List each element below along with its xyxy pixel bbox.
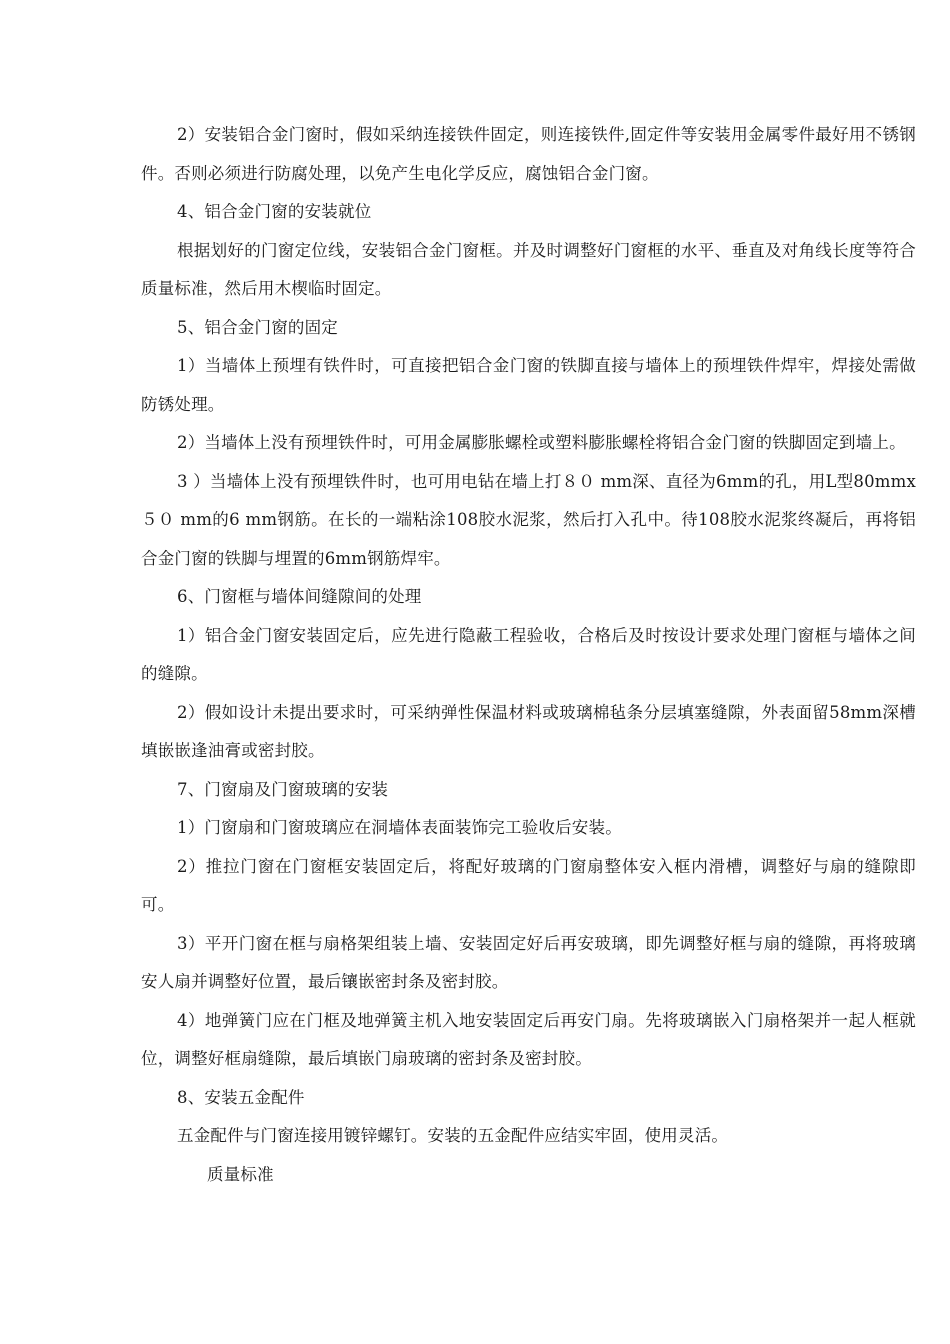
paragraph-fixing-drill: 3 ）当墙体上没有预埋铁件时，也可用电钻在墙上打８０ mm深、直径为6mm的孔，用L型80mmx ５０ mm的6 mm钢筋。在长的一端粘涂108胶水泥浆，然后打入孔中。待108胶水泥浆终凝后，再将铝合金门窗的铁脚与埋置的6mm钢筋焊牢。 — [141, 471, 916, 568]
paragraph-sliding-window: 2）推拉门窗在门窗框安装固定后，将配好玻璃的门窗扇整体安入框内滑槽，调整好与扇的缝隙即可。 — [141, 856, 916, 914]
paragraph-fixing-expansion-bolt: 2）当墙体上没有预埋铁件时，可用金属膨胀螺栓或塑料膨胀螺栓将铝合金门窗的铁脚固定到墙上。 — [177, 433, 906, 452]
paragraph-casement-window: 3）平开门窗在框与扇格架组装上墙、安装固定好后再安玻璃，即先调整好框与扇的缝隙，再将玻璃安人扇并调整好位置，最后镶嵌密封条及密封胶。 — [141, 933, 916, 991]
document-body — [141, 116, 916, 1194]
section-heading-installation-positioning: 4、铝合金门窗的安装就位 — [177, 202, 372, 221]
section-heading-fixing: 5、铝合金门窗的固定 — [177, 317, 338, 337]
paragraph-gap-filling: 2）假如设计未提出要求时，可采纳弹性保温材料或玻璃棉毡条分层填塞缝隙，外表面留58mm深槽填嵌嵌逢油膏或密封胶。 — [141, 702, 916, 760]
paragraph-fastener-material: 2）安装铝合金门窗时，假如采纳连接铁件固定，则连接铁件,固定件等安装用金属零件最好用不锈钢件。否则必须进行防腐处理，以免产生电化学反应，腐蚀铝合金门窗。 — [141, 125, 916, 183]
paragraph-sash-timing: 1）门窗扇和门窗玻璃应在洞墙体表面装饰完工验收后安装。 — [177, 818, 622, 837]
paragraph-fixing-embedded: 1）当墙体上预埋有铁件时，可直接把铝合金门窗的铁脚直接与墙体上的预埋铁件焊牢，焊接处需做防锈处理。 — [141, 356, 916, 414]
section-heading-quality-standard: 质量标准 — [207, 1164, 274, 1184]
paragraph-hardware: 五金配件与门窗连接用镀锌螺钉。安装的五金配件应结实牢固，使用灵活。 — [177, 1126, 729, 1145]
paragraph-gap-inspection: 1）铝合金门窗安装固定后，应先进行隐蔽工程验收，合格后及时按设计要求处理门窗框与墙体之间的缝隙。 — [141, 625, 916, 683]
section-heading-hardware: 8、安装五金配件 — [177, 1087, 305, 1107]
paragraph-floor-spring-door: 4）地弹簧门应在门框及地弹簧主机入地安装固定后再安门扇。先将玻璃嵌入门扇格架并一起人框就位，调整好框扇缝隙，最后填嵌门扇玻璃的密封条及密封胶。 — [141, 1010, 916, 1068]
paragraph-positioning: 根据划好的门窗定位线，安装铝合金门窗框。并及时调整好门窗框的水平、垂直及对角线长度等符合质量标准，然后用木楔临时固定。 — [141, 240, 916, 298]
section-heading-gap-treatment: 6、门窗框与墙体间缝隙间的处理 — [177, 587, 422, 606]
section-heading-sash-glass: 7、门窗扇及门窗玻璃的安装 — [177, 779, 389, 799]
